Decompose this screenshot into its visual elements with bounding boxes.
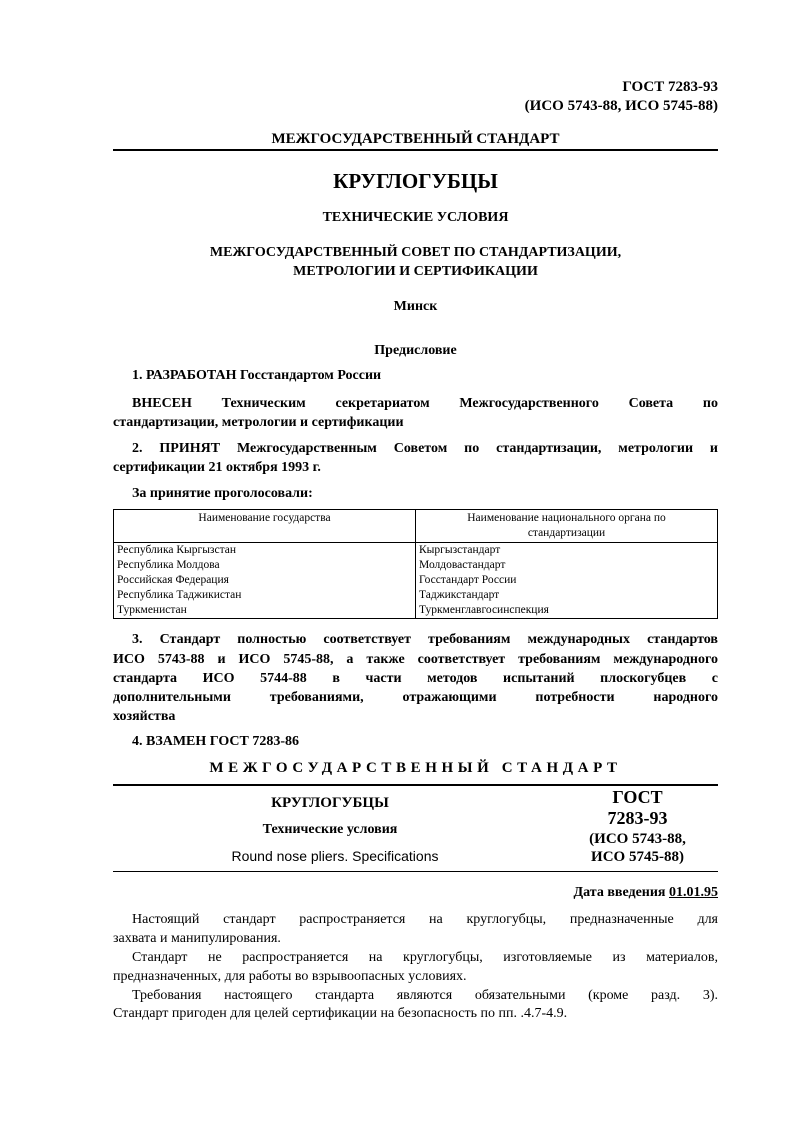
effective-date-label: Дата введения [573, 885, 666, 900]
table-cell-state: Туркменистан [114, 603, 416, 619]
table-cell-state: Республика Кыргызстан [114, 543, 416, 559]
voted-label: За принятие проголосовали: [132, 486, 313, 501]
preface-item-3-line-5: хозяйства [113, 709, 176, 724]
standard-english-title: Round nose pliers. Specifications [231, 848, 439, 864]
table-cell-body: Госстандарт России [416, 573, 718, 588]
column-header-state: Наименование государства [114, 510, 416, 543]
preface-item-1: 1. РАЗРАБОТАН Госстандартом России [132, 368, 382, 383]
preface-item-2-line-1: 2. ПРИНЯТ Межгосударственным Советом по стандартизации, метрологии и [132, 441, 718, 456]
preface-item-3-line-4: дополнительными требованиями, отражающими потребности народного [113, 690, 718, 705]
standard-name: КРУГЛОГУБЦЫ [271, 795, 389, 811]
city: Минск [393, 299, 438, 314]
standard-gost-label: ГОСТ [612, 787, 663, 807]
table-row [114, 573, 718, 588]
standard-spec: Технические условия [262, 822, 398, 837]
column-header-body-line-2: стандартизации [527, 527, 606, 539]
body-paragraph-1-line-1: Настоящий стандарт распространяется на круглогубцы, предназначенные для [132, 912, 718, 927]
table-row [114, 588, 718, 603]
page-subtitle: ТЕХНИЧЕСКИЕ УСЛОВИЯ [322, 210, 509, 225]
effective-date-value: 01.01.95 [669, 885, 718, 900]
table-header-row [114, 510, 718, 543]
table-row [114, 603, 718, 619]
preface-item-3-line-3: стандарта ИСО 5744-88 в части методов испытаний плоскогубцев с [113, 671, 718, 686]
standard-top-rule [113, 784, 718, 786]
council-line-2: МЕТРОЛОГИИ И СЕРТИФИКАЦИИ [293, 264, 538, 279]
table-cell-body: Кыргызстандарт [416, 543, 718, 559]
body-paragraph-2-line-1: Стандарт не распространяется на круглогубцы, изготовляемые из материалов, [132, 950, 718, 965]
banner-divider [113, 149, 718, 151]
preface-item-3-line-2: ИСО 5743-88 и ИСО 5745-88, а также соответствует требованиям международного [113, 652, 718, 667]
interstate-banner: МЕЖГОСУДАРСТВЕННЫЙ СТАНДАРТ [271, 131, 560, 147]
preface-item-4: 4. ВЗАМЕН ГОСТ 7283-86 [132, 734, 300, 749]
effective-date [574, 884, 718, 902]
body-paragraph-3-line-2: Стандарт пригоден для целей сертификации на безопасность по пп. .4.7-4.9. [113, 1006, 568, 1021]
preface-submitted-line-2: стандартизации, метрологии и сертификации [113, 415, 404, 430]
iso-reference: (ИСО 5743-88, ИСО 5745-88) [524, 98, 718, 114]
table-cell-state: Республика Таджикистан [114, 588, 416, 603]
standard-iso-line-2: ИСО 5745-88) [591, 849, 684, 865]
preface-heading: Предисловие [374, 343, 457, 358]
body-paragraph-3-line-1: Требования настоящего стандарта являются обязательными (кроме разд. 3). [132, 988, 718, 1003]
standard-bottom-rule [113, 871, 718, 872]
standard-gost-number: 7283-93 [607, 808, 668, 828]
body-paragraph-1-line-2: захвата и манипулирования. [113, 931, 281, 946]
standard-banner: МЕЖГОСУДАРСТВЕННЫЙ СТАНДАРТ [209, 760, 622, 776]
body-paragraph-2-line-2: предназначенных, для работы во взрывоопасных условиях. [113, 969, 467, 984]
table-cell-body: Молдовастандарт [416, 558, 718, 573]
voting-table [113, 509, 718, 619]
column-header-body-line-1: Наименование национального органа по [467, 512, 666, 524]
council-line-1: МЕЖГОСУДАРСТВЕННЫЙ СОВЕТ ПО СТАНДАРТИЗАЦИИ, [209, 245, 622, 260]
table-cell-body: Таджикстандарт [416, 588, 718, 603]
column-header-body [416, 510, 718, 543]
gost-code: ГОСТ 7283-93 [622, 79, 718, 95]
table-row [114, 543, 718, 559]
table-row [114, 558, 718, 573]
preface-item-3-line-1: 3. Стандарт полностью соответствует требованиям международных стандартов [132, 632, 718, 647]
page-title: КРУГЛОГУБЦЫ [333, 169, 498, 193]
table-cell-state: Республика Молдова [114, 558, 416, 573]
standard-iso-line-1: (ИСО 5743-88, [589, 831, 686, 847]
preface-submitted-line-1: ВНЕСЕН Техническим секретариатом Межгосударственного Совета по [132, 396, 718, 411]
preface-item-2-line-2: сертификации 21 октября 1993 г. [113, 460, 321, 475]
table-cell-state: Российская Федерация [114, 573, 416, 588]
table-cell-body: Туркменглавгосинспекция [416, 603, 718, 619]
